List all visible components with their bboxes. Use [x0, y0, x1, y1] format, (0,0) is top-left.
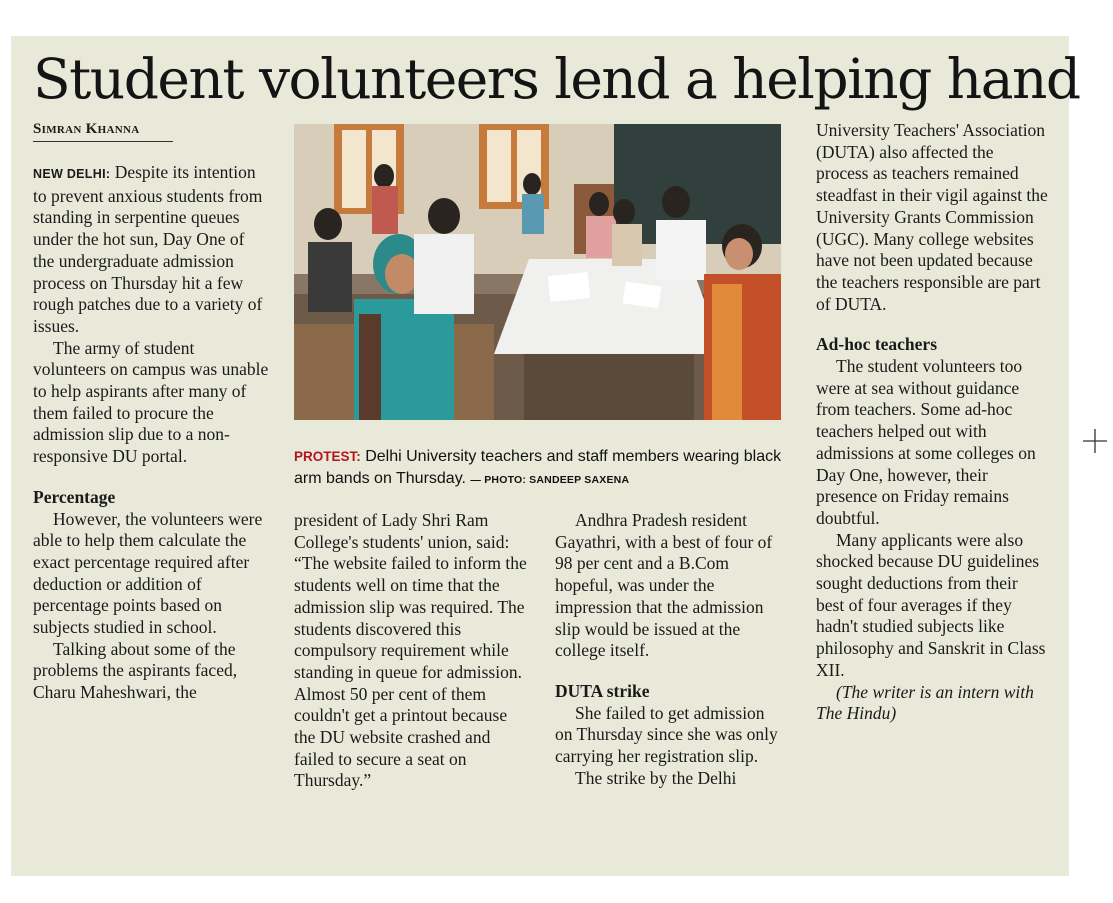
column-1: [33, 162, 269, 704]
paragraph: She failed to get admission on Thursday since she was only carrying her registration slip.: [555, 702, 778, 767]
dateline: NEW DELHI:: [33, 167, 111, 181]
subhead-duta-strike: DUTA strike: [555, 680, 650, 701]
crosshair-icon: [1083, 429, 1107, 453]
photo-caption: [294, 446, 784, 491]
photo-credit: — PHOTO: SANDEEP SAXENA: [470, 474, 630, 486]
paragraph: NEW DELHI: Despite its intention to prevent anxious students from standing in serpentine queues under the hot sun, Day One of the undergraduate admission process on Thursday hit a few rough patches due to a variety of issues.: [33, 162, 263, 336]
column-4: [816, 120, 1048, 725]
caption-label: PROTEST:: [294, 449, 361, 464]
paragraph: president of Lady Shri Ram College's students' union, said: “The website failed to inform the students well on time that the admission slip was required. The students discovered this compulsory requirement while standing in queue for admission. Almost 50 per cent of them couldn't get a printout because the DU website crashed and failed to secure a seat on Thursday.”: [294, 510, 527, 791]
paragraph: Talking about some of the problems the aspirants faced, Charu Maheshwari, the: [33, 638, 238, 703]
column-2: [294, 510, 530, 792]
byline: Simran Khanna: [33, 121, 173, 142]
paragraph: The strike by the Delhi: [575, 767, 737, 788]
paragraph: However, the volunteers were able to help them calculate the exact percentage required after deduction or addition of percentage points based on subjects studied in school.: [33, 508, 263, 638]
paragraph: The student volunteers too were at sea without guidance from teachers. Some ad-hoc teachers helped out with admissions at some colleges on Day One, however, their presence on Friday remains doubtful.: [816, 356, 1036, 528]
writer-note: (The writer is an intern with The Hindu): [816, 681, 1034, 724]
paragraph: University Teachers' Association (DUTA) also affected the process as teachers remained steadfast in their vigil against the University Grants Commission (UGC). Many college websites have not been updated because the teachers responsible are part of DUTA.: [816, 120, 1048, 314]
subhead-percentage: Percentage: [33, 486, 116, 507]
protest-photo: [294, 124, 781, 420]
paragraph: Many applicants were also shocked because DU guidelines sought deductions from their best of four averages if they hadn't studied subjects like philosophy and Sanskrit in Class XII.: [816, 529, 1046, 680]
column-3: [555, 510, 785, 789]
caption-text: Delhi University teachers and staff members wearing black arm bands on Thursday.: [294, 448, 782, 487]
paragraph: Andhra Pradesh resident Gayathri, with a best of four of 98 per cent and a B.Com hopeful, was under the impression that the admission slip would be issued at the college itself.: [555, 510, 773, 661]
subhead-ad-hoc-teachers: Ad-hoc teachers: [816, 334, 938, 355]
headline: Student volunteers lend a helping hand: [33, 47, 1080, 111]
paragraph: The army of student volunteers on campus was unable to help aspirants after many of them failed to procure the admission slip due to a non-responsive DU portal.: [33, 337, 269, 467]
